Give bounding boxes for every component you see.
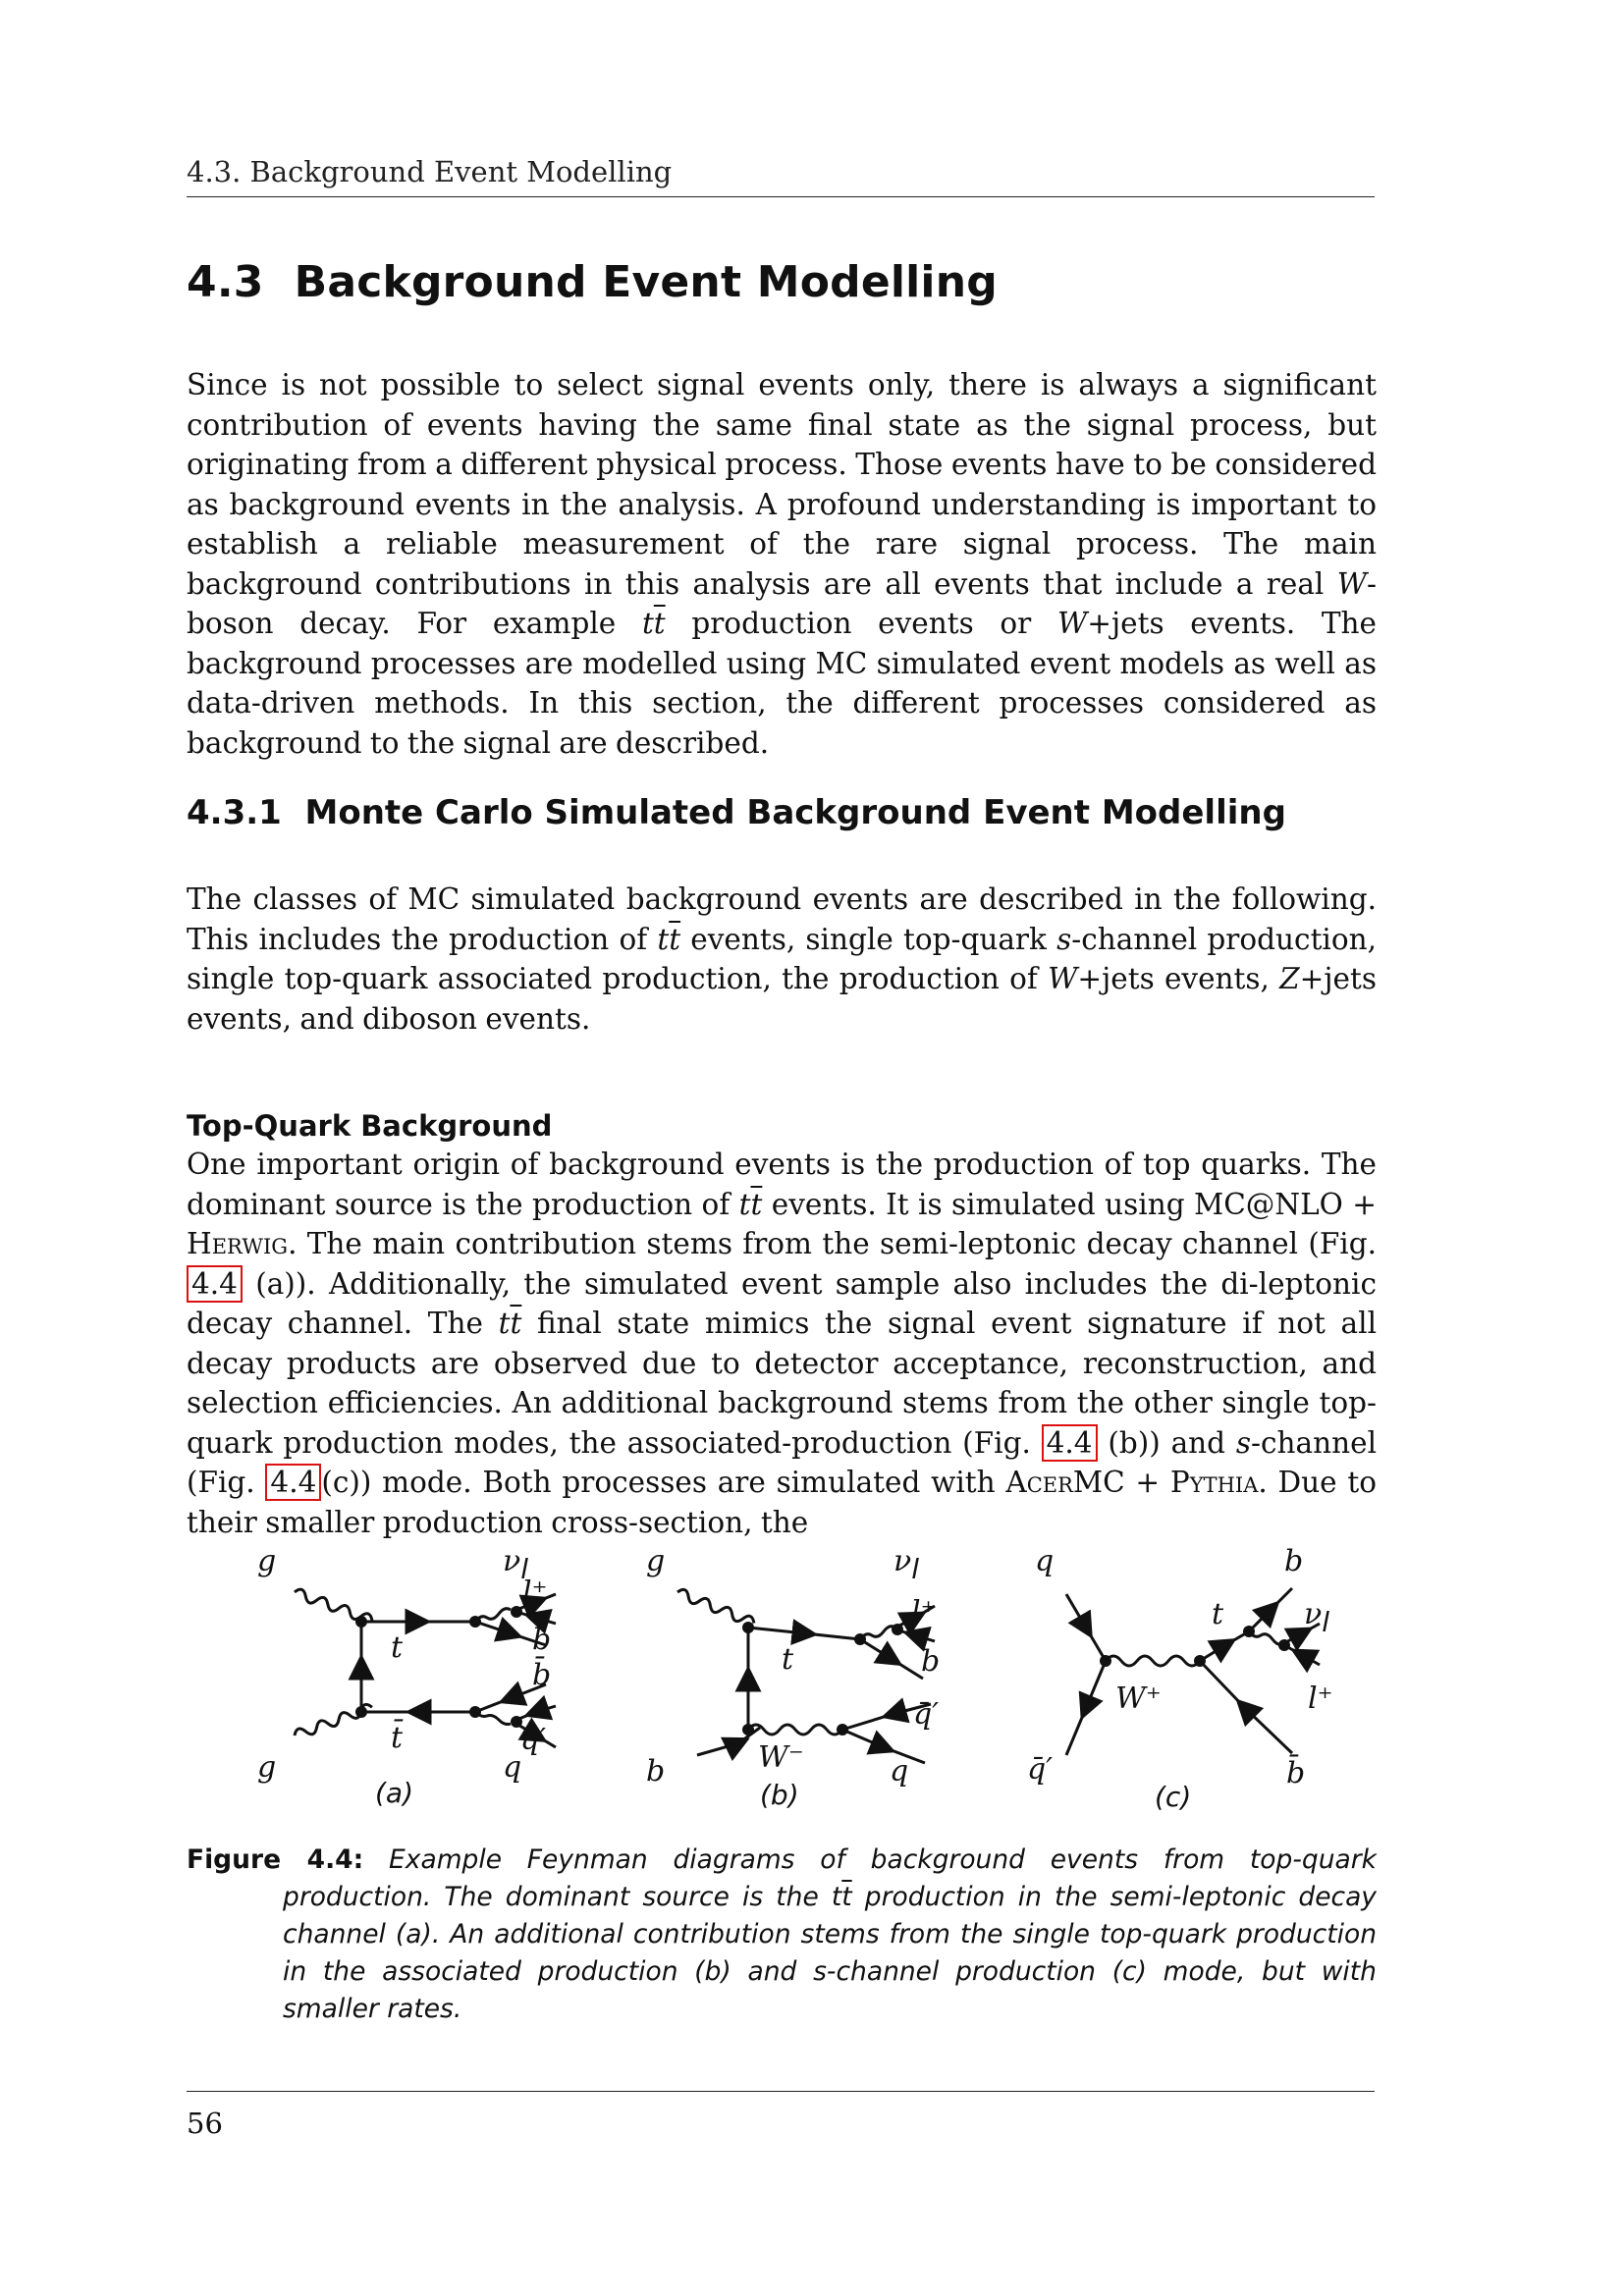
label: t <box>1212 1597 1224 1631</box>
diagram-tag: (a) <box>375 1777 414 1809</box>
text-run: +jets events. The background processes are modelled using MC simulated event models as well as data-driven methods. In this section, the different processes considered as background to the signal are described. <box>187 607 1378 760</box>
text-run: (a)). Additionally, the simulated event sample also includes the di-leptonic decay channel. The <box>187 1266 1377 1340</box>
math-t: t <box>498 1307 511 1340</box>
label: t <box>391 1630 404 1665</box>
math-s: s <box>813 1956 827 1987</box>
page-number: 56 <box>187 2107 223 2140</box>
text-run: production in the semi-leptonic decay channel (a). An additional contribution stems from the single top-quark production in the associated production (b) and <box>283 1882 1377 1987</box>
math-tbar: $\overline{t}$ <box>841 1882 852 1912</box>
subsection-title <box>187 793 1375 832</box>
label: l⁺ <box>1308 1682 1333 1716</box>
vertex <box>355 1616 367 1628</box>
label: b <box>532 1623 552 1657</box>
caption-label: Figure 4.4: <box>187 1844 364 1875</box>
text-run: +jets events, <box>1077 962 1280 995</box>
text-run: production events or <box>665 607 1057 640</box>
math-Z: Z <box>1279 962 1300 995</box>
footer-rule <box>187 2091 1375 2092</box>
diagram-c-labels <box>1027 1544 1332 1813</box>
subsection-number: 4.3.1 <box>187 793 282 832</box>
text-run: -channel production, single top-quark associated production, the production of <box>187 922 1377 995</box>
text-run: . The main contribution stems from the semi-leptonic decay channel (Fig. <box>288 1227 1377 1260</box>
feynman-diagrams-svg <box>187 1531 1384 1826</box>
header-rule <box>187 196 1375 197</box>
feynman-figure <box>187 1531 1384 1826</box>
figure-ref-link[interactable]: 4.4 <box>1042 1424 1098 1462</box>
text-run: -channel production (c) mode, but with smaller rates. <box>283 1956 1377 2024</box>
text-run: (c)) mode. Both processes are simulated with <box>321 1466 1006 1499</box>
text-run: . Due to their smaller production cross-section, the <box>187 1466 1377 1539</box>
math-s: s <box>1235 1425 1252 1460</box>
diagram-c <box>1066 1588 1320 1755</box>
vertex <box>892 1624 903 1635</box>
vertex <box>742 1724 754 1735</box>
math-t: t <box>641 607 654 640</box>
label: q <box>503 1750 522 1785</box>
paragraph-intro <box>187 365 1377 763</box>
text-run: final state mimics the signal event signature if not all decay products are observed due to detector acceptance, reconstruction, and selection efficiencies. An additional background stems from the other single top-quark production modes, the associated-production (Fig. <box>187 1307 1378 1460</box>
label: t <box>782 1642 794 1677</box>
text-run: -boson decay. For example <box>187 566 1377 640</box>
subsection-title-text: Monte Carlo Simulated Background Event Modelling <box>304 793 1286 832</box>
section-number: 4.3 <box>187 257 264 307</box>
label: l⁺ <box>522 1575 548 1610</box>
label: q <box>1035 1544 1055 1578</box>
math-t: t <box>657 922 670 956</box>
paragraph-top-quark <box>187 1145 1377 1542</box>
text-run: The classes of MC simulated background events are described in the following. This includes the production of <box>187 882 1377 956</box>
label: g <box>257 1750 277 1785</box>
vertex <box>1194 1655 1206 1667</box>
figure-ref-link[interactable]: 4.4 <box>265 1464 321 1501</box>
math-tbar: $\overline{t}$ <box>669 922 681 956</box>
vertex <box>742 1622 754 1633</box>
vertex <box>511 1606 522 1618</box>
diagram-a <box>293 1587 556 1747</box>
vertex <box>469 1706 481 1718</box>
label: νl <box>893 1544 920 1585</box>
text-run: One important origin of background events is the production of top quarks. The dominant source is the production of <box>187 1148 1377 1221</box>
math-t: t <box>831 1882 842 1912</box>
label: g <box>257 1544 277 1578</box>
vertex <box>1100 1655 1111 1667</box>
math-tbar: $\overline{t}$ <box>750 1187 763 1221</box>
vertex <box>469 1616 481 1628</box>
paragraph-mc-classes <box>187 880 1377 1039</box>
label: q̄′ <box>913 1697 940 1732</box>
vertex <box>1243 1626 1255 1637</box>
math-tbar: $\overline{t}$ <box>653 607 666 640</box>
text-run: events. It is simulated using MC@NLO + <box>762 1187 1377 1221</box>
label: q̄′ <box>1027 1752 1054 1787</box>
text-run: + <box>1124 1466 1170 1499</box>
diagram-tag: (b) <box>760 1779 799 1811</box>
diagram-b-labels <box>646 1544 940 1811</box>
running-head: 4.3. Background Event Modelling <box>187 155 673 188</box>
w-plus-line <box>1106 1656 1200 1666</box>
generator-pythia: Pythia <box>1169 1466 1259 1499</box>
q-line <box>1066 1594 1106 1661</box>
b-line <box>1249 1588 1292 1631</box>
diagram-a-labels <box>257 1544 551 1809</box>
text-run: -channel (Fig. <box>187 1425 1377 1499</box>
label: b̄ <box>1286 1756 1306 1790</box>
label: b <box>1284 1544 1304 1578</box>
figure-ref-link[interactable]: 4.4 <box>187 1265 243 1303</box>
label: q̄′ <box>520 1723 547 1757</box>
qbar-line <box>1066 1661 1106 1755</box>
math-W: W <box>1056 607 1088 640</box>
w-minus-line <box>748 1725 842 1735</box>
label: l⁺ <box>911 1595 937 1629</box>
label: W⁺ <box>1115 1682 1162 1716</box>
q-line <box>842 1730 925 1763</box>
label: νl <box>503 1544 529 1585</box>
vertex <box>355 1706 367 1718</box>
text-run: Since is not possible to select signal events only, there is always a significant contribution of events having the same final state as the signal process, but originating from a different physical process. Those events have to be considered as background events in the analysis. A profound understanding is important to establish a reliable measurement of the rare signal process. The main background contributions in this analysis are all events that include a real <box>187 368 1377 601</box>
label: g <box>646 1544 666 1578</box>
vertex <box>837 1724 848 1735</box>
section-title <box>187 257 1375 307</box>
math-t: t <box>738 1187 751 1221</box>
top-line <box>748 1628 860 1639</box>
text-run: +jets events, and diboson events. <box>187 962 1377 1036</box>
paragraph-heading: Top-Quark Background <box>187 1109 553 1143</box>
generator-herwig: Herwig <box>187 1227 289 1260</box>
text-run: (b)) and <box>1097 1425 1236 1460</box>
label: t̄ <box>391 1721 404 1755</box>
b-out-line <box>860 1639 923 1679</box>
label: q <box>890 1754 909 1789</box>
diagram-b <box>676 1587 935 1763</box>
vertex <box>1278 1639 1290 1651</box>
label: b <box>921 1644 941 1679</box>
generator-acermc: AcerMC <box>1005 1466 1125 1499</box>
label: νl <box>1304 1597 1330 1638</box>
text-run: events, single top-quark <box>680 922 1057 956</box>
top-line <box>1200 1631 1249 1661</box>
math-W: W <box>1336 566 1368 601</box>
section-title-text: Background Event Modelling <box>294 257 998 307</box>
label: W⁻ <box>758 1740 804 1775</box>
bbar-line <box>1200 1661 1292 1753</box>
vertex <box>854 1633 866 1645</box>
diagram-tag: (c) <box>1155 1781 1192 1813</box>
math-s: s <box>1056 922 1072 956</box>
text-run: Example Feynman diagrams of background events from top-quark production. The dominant source is the <box>283 1844 1377 1912</box>
figure-caption <box>187 1842 1377 2028</box>
l-line <box>1284 1645 1320 1665</box>
qbar-line <box>516 1706 556 1720</box>
label: b <box>646 1754 666 1789</box>
math-tbar: $\overline{t}$ <box>510 1307 522 1340</box>
label: b̄ <box>532 1658 552 1692</box>
gluon-line <box>676 1587 756 1628</box>
math-W: W <box>1048 962 1078 995</box>
